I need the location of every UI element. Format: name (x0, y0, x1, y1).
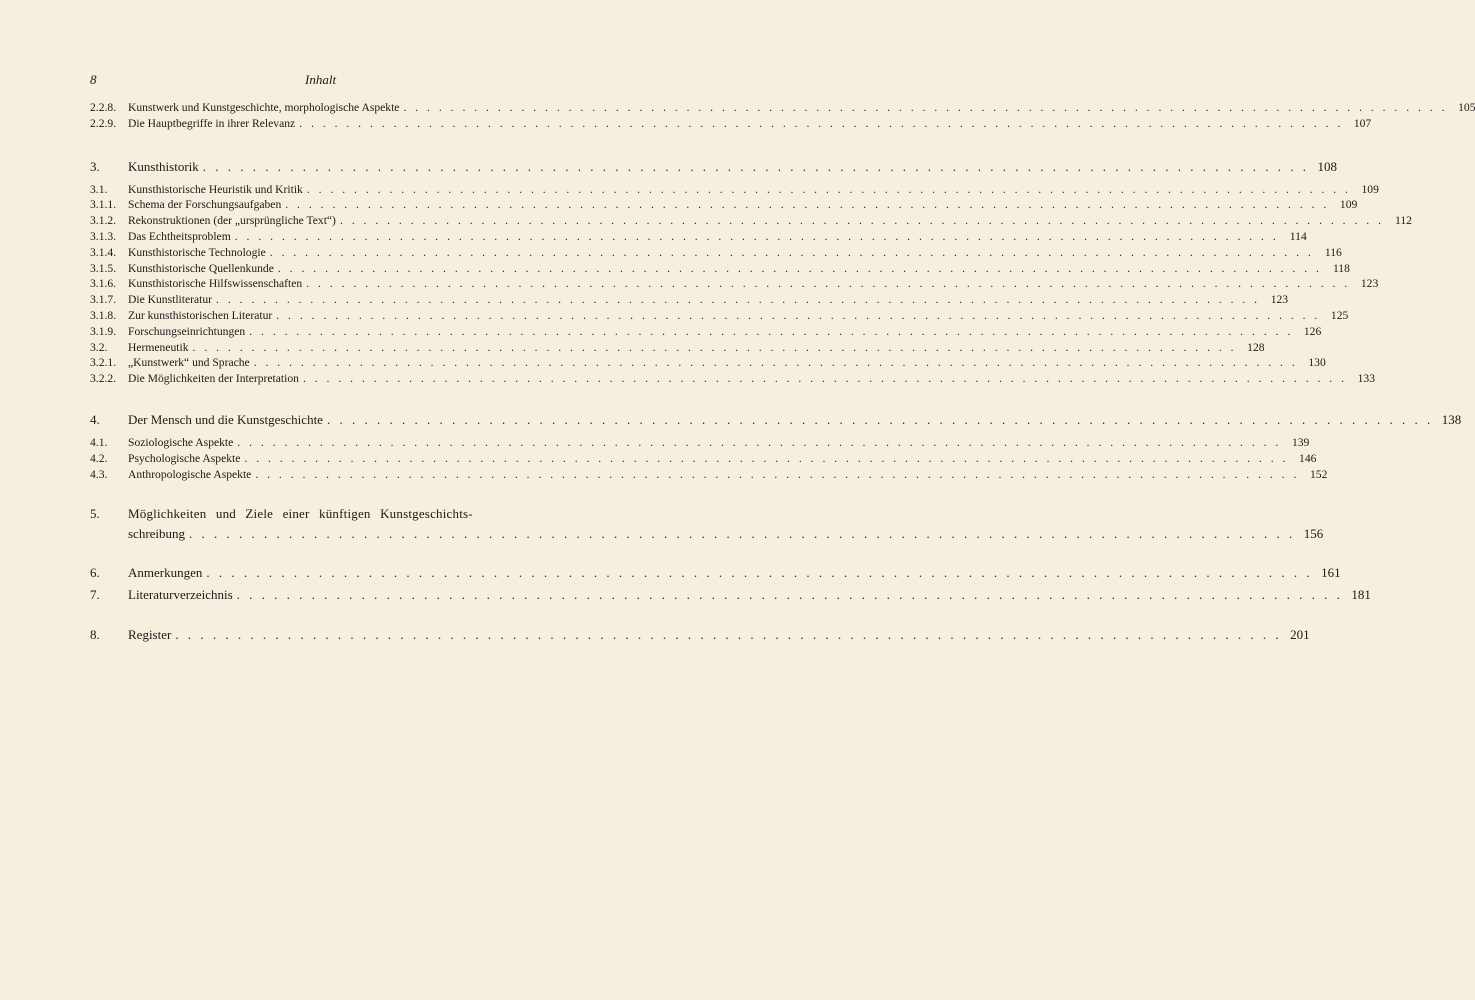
leader-dots (281, 197, 1333, 213)
entry-page: 118 (1332, 261, 1350, 275)
leader-dots (303, 182, 1355, 198)
leader-dots (302, 276, 1354, 292)
entry-title: Das Echtheitsproblem (128, 229, 231, 243)
toc-chapter (90, 624, 1310, 646)
entry-title: Die Hauptbegriffe in ihrer Relevanz (128, 116, 296, 130)
entry-page: 128 (1247, 340, 1265, 354)
entry-number: 4.2. (90, 451, 108, 465)
toc-entry (90, 116, 1372, 132)
chapter-page: 108 (1317, 158, 1338, 174)
toc-chapter (90, 504, 1324, 544)
toc-entry (90, 308, 1349, 324)
toc-group-6-7 (90, 562, 1371, 606)
entry-title: Forschungseinrichtungen (128, 324, 246, 338)
entry-number: 3.1.2. (90, 214, 117, 228)
toc-group-8 (90, 624, 1310, 646)
entry-number: 4.1. (90, 435, 108, 449)
leader-dots (299, 371, 1351, 387)
entry-title: Soziologische Aspekte (128, 435, 234, 449)
entry-page: 139 (1291, 435, 1310, 449)
chapter-page: 156 (1303, 526, 1324, 542)
toc-entry (90, 340, 1265, 356)
leader-dots (272, 308, 1324, 324)
entry-title: „Kunstwerk“ und Sprache (128, 356, 250, 370)
leader-dots (233, 584, 1347, 606)
entry-title: Kunsthistorische Quellenkunde (128, 261, 274, 275)
toc-entry (90, 182, 1379, 198)
leader-dots (202, 562, 1316, 584)
entry-number: 3.1.7. (90, 293, 117, 307)
leader-dots (199, 156, 1313, 178)
entry-number: 3.1.6. (90, 277, 117, 291)
entry-page: 109 (1361, 182, 1379, 196)
chapter-title-line: Möglichkeiten und Ziele einer künftigen Kunstgeschichts- (128, 506, 473, 522)
entry-title: Schema der Forschungsaufgaben (128, 198, 282, 212)
chapter-title-line-row (128, 524, 1323, 544)
chapter-number: 6. (90, 565, 100, 581)
entry-page: 112 (1395, 214, 1412, 228)
chapter-number: 3. (90, 158, 100, 174)
leader-dots (212, 292, 1264, 308)
leader-dots (233, 435, 1285, 451)
toc-entry (90, 467, 1328, 483)
entry-number: 3.2.2. (90, 372, 117, 386)
toc-entry (90, 276, 1379, 292)
leader-dots (240, 451, 1292, 467)
entry-title: Anthropologische Aspekte (128, 467, 252, 481)
chapter-number: 4. (90, 411, 100, 427)
chapter-number: 8. (90, 627, 100, 643)
entry-title: Die Kunstliteratur (128, 293, 213, 307)
entry-page: 123 (1270, 293, 1289, 307)
chapter-title-block (128, 504, 1323, 544)
entry-page: 123 (1360, 277, 1379, 291)
entry-title: Kunsthistorische Heuristik und Kritik (128, 182, 303, 196)
entry-number: 3.2. (90, 340, 108, 354)
toc-group-5 (90, 504, 1324, 544)
entry-page: 107 (1353, 116, 1372, 130)
chapter-title: Register (128, 627, 172, 643)
leader-dots (231, 229, 1283, 245)
leader-dots (323, 409, 1437, 431)
entry-page: 109 (1339, 198, 1358, 212)
entry-title: Kunsthistorische Technologie (128, 245, 266, 259)
entry-number: 2.2.8. (90, 101, 117, 114)
chapter-title-line: schreibung (128, 526, 186, 542)
toc-group-4 (90, 409, 1462, 482)
leader-dots (171, 624, 1285, 646)
toc-entry (90, 371, 1375, 387)
leader-dots (245, 324, 1297, 340)
toc-entry (90, 355, 1326, 371)
entry-page: 105 (1458, 101, 1475, 114)
toc-entry (90, 245, 1342, 261)
page-title: Inhalt (305, 72, 337, 87)
entry-page: 146 (1299, 451, 1317, 465)
toc-entry (90, 292, 1289, 308)
chapter-title: Kunsthistorik (128, 158, 199, 174)
leader-dots (274, 261, 1326, 277)
entry-title: Psychologische Aspekte (128, 451, 241, 465)
toc-chapter (90, 562, 1341, 584)
entry-title: Kunstwerk und Kunstgeschichte, morphologische Aspekte (128, 101, 400, 114)
entry-page: 126 (1303, 324, 1322, 338)
entry-number: 3.1.3. (90, 229, 117, 243)
page-number: 8 (90, 72, 97, 87)
entry-number: 3.1.5. (90, 261, 117, 275)
toc-entry (90, 324, 1322, 340)
entry-page: 152 (1309, 467, 1328, 481)
entry-page: 116 (1324, 245, 1342, 259)
leader-dots (251, 467, 1303, 483)
entry-number: 3.1. (90, 182, 108, 196)
entry-title: Hermeneutik (128, 340, 189, 354)
chapter-page: 201 (1290, 627, 1310, 643)
entry-number: 3.1.8. (90, 308, 117, 322)
leader-dots (399, 100, 1451, 116)
chapter-page: 181 (1351, 587, 1371, 603)
toc-entry (90, 100, 1475, 116)
chapter-number: 5. (90, 506, 100, 522)
entry-number: 4.3. (90, 467, 108, 481)
table-of-contents (90, 100, 1475, 670)
entry-page: 130 (1308, 356, 1326, 370)
toc-entry (90, 197, 1358, 213)
page-header (0, 72, 587, 92)
chapter-page: 138 (1441, 411, 1462, 427)
leader-dots (336, 213, 1388, 229)
entry-title: Die Möglichkeiten der Interpretation (128, 372, 299, 386)
entry-number: 3.2.1. (90, 356, 117, 370)
entry-page: 133 (1357, 372, 1375, 386)
entry-title: Kunsthistorische Hilfswissenschaften (128, 277, 303, 291)
toc-entry (90, 435, 1310, 451)
entry-number: 3.1.9. (90, 324, 117, 338)
leader-dots (189, 340, 1241, 356)
entry-number: 3.1.1. (90, 198, 117, 212)
leader-dots (266, 245, 1318, 261)
toc-entry (90, 229, 1307, 245)
toc-chapter (90, 156, 1338, 178)
entry-title: Rekonstruktionen (der „ursprüngliche Text“) (128, 214, 336, 228)
toc-entry (90, 213, 1412, 229)
leader-dots (295, 116, 1347, 132)
toc-chapter (90, 584, 1371, 606)
chapter-title: Literaturverzeichnis (128, 587, 233, 603)
chapter-number: 7. (90, 587, 100, 603)
toc-chapter (90, 409, 1462, 431)
toc-entry (90, 451, 1317, 467)
toc-entry (90, 261, 1350, 277)
leader-dots (185, 524, 1299, 544)
entry-number: 3.1.4. (90, 245, 117, 259)
entry-number: 2.2.9. (90, 116, 117, 130)
leader-dots (250, 355, 1302, 371)
toc-group-2 (90, 100, 1475, 132)
chapter-title: Der Mensch und die Kunstgeschichte (128, 411, 323, 427)
toc-group-3 (90, 156, 1412, 387)
entry-title: Zur kunsthistorischen Literatur (128, 308, 273, 322)
chapter-title: Anmerkungen (128, 565, 203, 581)
entry-page: 114 (1289, 229, 1307, 243)
chapter-page: 161 (1321, 565, 1341, 581)
entry-page: 125 (1330, 308, 1349, 322)
